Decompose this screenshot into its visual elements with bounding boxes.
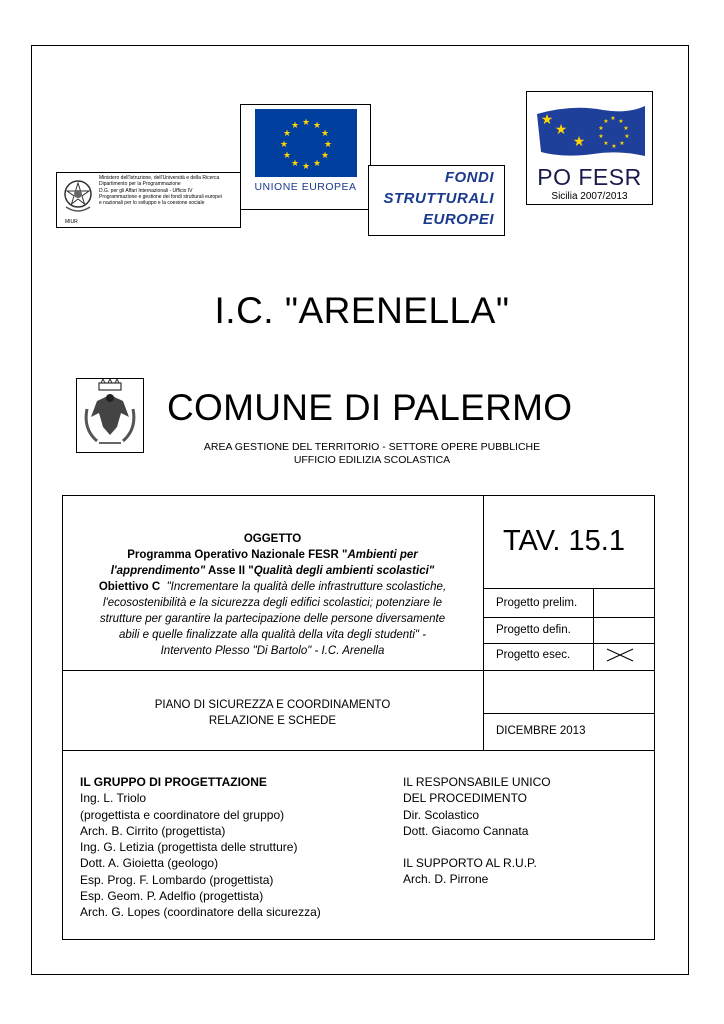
po-fesr-logo bbox=[526, 91, 653, 205]
svg-text:★: ★ bbox=[603, 118, 609, 125]
oggetto-line: abili e quelle finalizzate alla qualità della vita degli studenti" - bbox=[118, 629, 427, 641]
rup-line: DEL PROCEDIMENTO bbox=[403, 791, 528, 806]
svg-text:★: ★ bbox=[540, 112, 554, 128]
svg-text:★: ★ bbox=[320, 129, 330, 139]
oggetto-line: l'ecosostenibilità e la sicurezza degli edifici scolastici; potenziare le bbox=[102, 597, 443, 609]
design-team-member: Arch. G. Lopes (coordinatore della sicurezza) bbox=[80, 905, 321, 920]
rup-block bbox=[403, 774, 551, 888]
progetto-esec-label: Progetto esec. bbox=[496, 649, 571, 661]
miur-text-line: Ministero dell'Istruzione, dell'Università e della Ricerca bbox=[99, 175, 220, 181]
svg-text:★: ★ bbox=[611, 143, 617, 150]
svg-text:★: ★ bbox=[279, 140, 289, 150]
fondi-strutturali-logo bbox=[368, 165, 505, 236]
document-title bbox=[62, 697, 483, 729]
oggetto-text: "Incrementare la qualità delle infrastrutture scolastiche, bbox=[166, 581, 447, 593]
school-title: I.C. "ARENELLA" bbox=[214, 290, 510, 331]
table-divider bbox=[483, 713, 655, 714]
miur-logo bbox=[56, 172, 241, 228]
svg-text:★: ★ bbox=[320, 151, 330, 161]
area-subtitle bbox=[0, 441, 724, 467]
oggetto-text: l'apprendimento" bbox=[110, 565, 206, 577]
table-divider bbox=[483, 588, 655, 589]
po-fesr-label: PO FESR bbox=[537, 164, 642, 190]
svg-text:★: ★ bbox=[282, 129, 292, 139]
svg-text:★: ★ bbox=[572, 134, 586, 150]
svg-text:★: ★ bbox=[624, 133, 630, 140]
svg-text:★: ★ bbox=[301, 118, 311, 128]
po-fesr-sublabel: Sicilia 2007/2013 bbox=[551, 191, 628, 202]
oggetto-text: Asse II " bbox=[205, 565, 254, 577]
design-team-heading: IL GRUPPO DI PROGETTAZIONE bbox=[80, 775, 267, 789]
svg-text:★: ★ bbox=[290, 159, 300, 169]
svg-text:★: ★ bbox=[323, 140, 333, 150]
table-divider bbox=[593, 588, 594, 670]
oggetto-heading: OGGETTO bbox=[243, 533, 302, 545]
rup-line: Dott. Giacomo Cannata bbox=[403, 823, 529, 838]
oggetto-line bbox=[62, 579, 483, 595]
rup-line: Dir. Scolastico bbox=[403, 807, 480, 822]
miur-text-line: e nazionali per lo sviluppo e la coesione sociale bbox=[99, 200, 205, 207]
miur-text-line: Programmazione e gestione dei fondi strutturali europei bbox=[99, 193, 222, 200]
oggetto-line: strutture per garantire la partecipazione delle persone diversamente bbox=[99, 613, 446, 625]
miur-text-line: D.G. per gli Affari Internazionali - Ufficio IV bbox=[99, 187, 193, 194]
svg-text:★: ★ bbox=[301, 162, 311, 172]
rup-line: IL RESPONSABILE UNICO bbox=[403, 775, 551, 789]
table-divider bbox=[62, 750, 655, 751]
svg-text:★: ★ bbox=[290, 121, 300, 131]
fondi-line: FONDI bbox=[444, 169, 494, 186]
progetto-defin-label: Progetto defin. bbox=[496, 624, 571, 636]
italian-emblem-icon bbox=[61, 177, 95, 217]
design-team-member: Ing. G. Letizia (progettista delle strutture) bbox=[80, 840, 298, 855]
svg-text:★: ★ bbox=[598, 133, 604, 140]
svg-text:★: ★ bbox=[618, 118, 624, 125]
oggetto-text: Programma Operativo Nazionale FESR " bbox=[127, 549, 348, 561]
design-team-member: Dott. A. Gioietta (geologo) bbox=[80, 856, 219, 871]
miur-label: MIUR bbox=[65, 219, 78, 225]
svg-text:★: ★ bbox=[312, 159, 322, 169]
fondi-line: STRUTTURALI bbox=[383, 190, 494, 207]
design-team-member: Ing. L. Triolo bbox=[80, 791, 147, 806]
svg-text:★: ★ bbox=[619, 140, 625, 147]
svg-text:★: ★ bbox=[598, 125, 604, 132]
svg-text:★: ★ bbox=[554, 122, 568, 138]
design-team-member: Arch. B. Cirrito (progettista) bbox=[80, 823, 226, 838]
selected-cross-mark-icon bbox=[606, 648, 634, 662]
oggetto-line: Intervento Plesso "Di Bartolo" - I.C. Arenella bbox=[160, 645, 385, 657]
rup-support-name: Arch. D. Pirrone bbox=[403, 872, 489, 887]
table-divider bbox=[62, 670, 655, 671]
eu-label: UNIONE EUROPEA bbox=[254, 181, 357, 193]
document-title-line: PIANO DI SICUREZZA E COORDINAMENTO bbox=[154, 699, 391, 711]
comune-title: COMUNE DI PALERMO bbox=[167, 387, 573, 428]
design-team-member: Esp. Prog. F. Lombardo (progettista) bbox=[80, 872, 274, 887]
svg-text:★: ★ bbox=[282, 151, 292, 161]
svg-text:★: ★ bbox=[312, 121, 322, 131]
svg-text:★: ★ bbox=[610, 115, 616, 122]
oggetto-text: Ambienti per bbox=[347, 549, 418, 561]
table-divider bbox=[483, 643, 655, 644]
oggetto-line bbox=[62, 563, 483, 579]
document-date: DICEMBRE 2013 bbox=[496, 725, 586, 737]
fondi-line: EUROPEI bbox=[422, 211, 494, 228]
oggetto-block bbox=[62, 531, 483, 659]
po-fesr-flag-icon bbox=[533, 100, 648, 160]
oggetto-line bbox=[62, 547, 483, 563]
svg-text:★: ★ bbox=[623, 125, 629, 132]
area-line: AREA GESTIONE DEL TERRITORIO - SETTORE OPERE PUBBLICHE bbox=[203, 441, 541, 453]
design-team-block bbox=[80, 774, 321, 921]
table-divider bbox=[483, 617, 655, 618]
miur-text-line: Dipartimento per la Programmazione bbox=[99, 181, 181, 188]
eu-flag-icon bbox=[255, 109, 357, 177]
area-line: UFFICIO EDILIZIA SCOLASTICA bbox=[293, 454, 451, 466]
tavola-number: TAV. 15.1 bbox=[503, 525, 625, 557]
oggetto-text: Qualità degli ambienti scolastici" bbox=[253, 565, 435, 577]
svg-text:★: ★ bbox=[603, 140, 609, 147]
design-team-member: (progettista e coordinatore del gruppo) bbox=[80, 807, 285, 822]
document-title-line: RELAZIONE E SCHEDE bbox=[208, 715, 337, 727]
design-team-member: Esp. Geom. P. Adelfio (progettista) bbox=[80, 889, 264, 904]
eu-logo bbox=[240, 104, 371, 210]
progetto-prelim-label: Progetto prelim. bbox=[496, 597, 578, 609]
oggetto-text: Obiettivo C bbox=[98, 581, 161, 593]
rup-support-heading: IL SUPPORTO AL R.U.P. bbox=[403, 856, 537, 871]
